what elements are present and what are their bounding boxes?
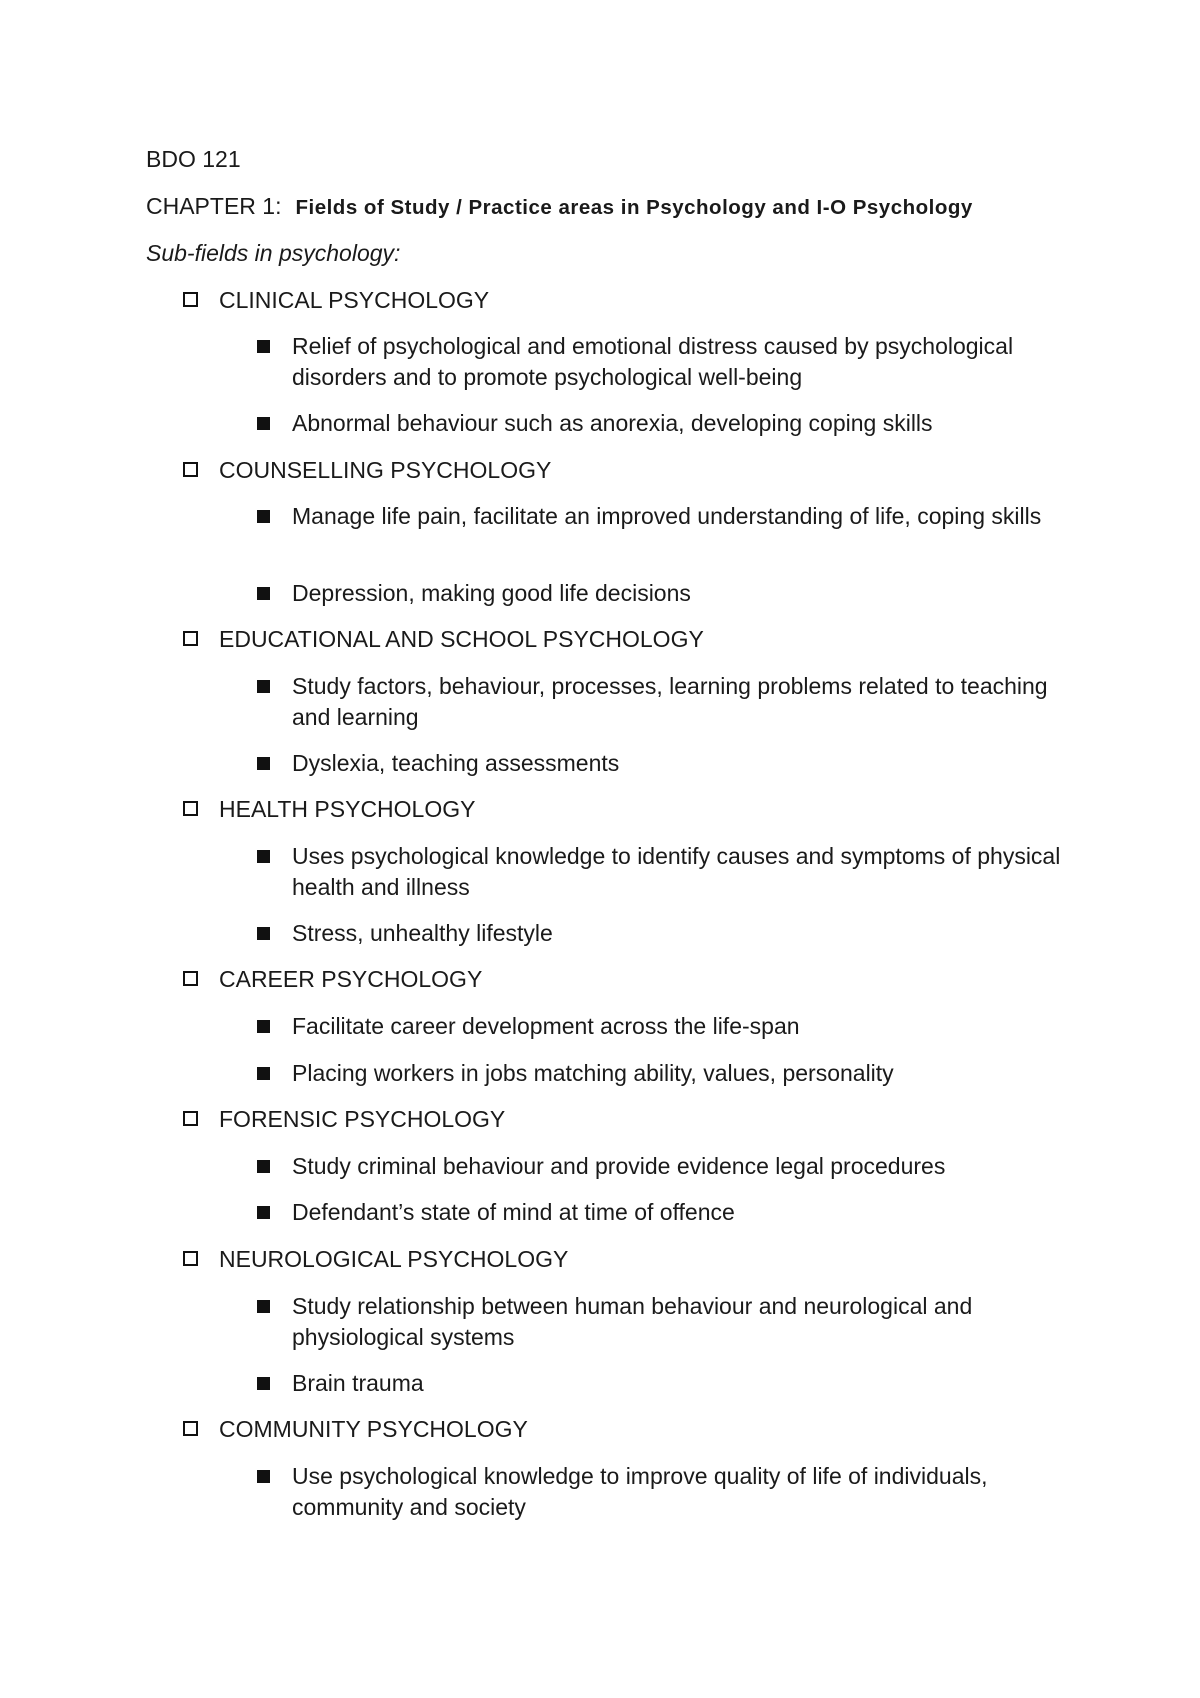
filled-square-bullet-icon <box>257 340 270 353</box>
field-label: HEALTH PSYCHOLOGY <box>219 796 476 822</box>
list-item-text: Stress, unhealthy lifestyle <box>292 920 553 946</box>
list-item-text: Manage life pain, facilitate an improved understanding of life, coping skills <box>292 503 1042 529</box>
list-item-text: Abnormal behaviour such as anorexia, developing coping skills <box>292 410 933 436</box>
filled-square-bullet-icon <box>257 1067 270 1080</box>
filled-square-bullet-icon <box>257 1160 270 1173</box>
filled-square-bullet-icon <box>257 417 270 430</box>
field-label: COUNSELLING PSYCHOLOGY <box>219 457 552 483</box>
field-label: FORENSIC PSYCHOLOGY <box>219 1106 506 1132</box>
list-item-text: Placing workers in jobs matching ability, values, personality <box>292 1060 894 1086</box>
list-item-text: Use psychological knowledge to improve quality of life of individuals, community and society <box>292 1463 988 1520</box>
field-label: CLINICAL PSYCHOLOGY <box>219 287 490 313</box>
filled-square-bullet-icon <box>257 680 270 693</box>
filled-square-bullet-icon <box>257 850 270 863</box>
filled-square-bullet-icon <box>257 1470 270 1483</box>
empty-checkbox-icon <box>183 631 198 646</box>
list-item-text: Dyslexia, teaching assessments <box>292 750 620 776</box>
empty-checkbox-icon <box>183 1251 198 1266</box>
list-item-text: Relief of psychological and emotional distress caused by psychological disorders and to promote psychological well-being <box>292 333 1014 390</box>
list-item-text: Study factors, behaviour, processes, learning problems related to teaching and learning <box>292 673 1048 730</box>
filled-square-bullet-icon <box>257 927 270 940</box>
course-code: BDO 121 <box>146 146 241 172</box>
empty-checkbox-icon <box>183 462 198 477</box>
list-item-text: Brain trauma <box>292 1370 424 1396</box>
list-item-text: Defendant’s state of mind at time of offence <box>292 1199 735 1225</box>
list-item-text: Study criminal behaviour and provide evidence legal procedures <box>292 1153 946 1179</box>
empty-checkbox-icon <box>183 801 198 816</box>
chapter-heading <box>146 191 973 223</box>
filled-square-bullet-icon <box>257 510 270 523</box>
filled-square-bullet-icon <box>257 1377 270 1390</box>
list-item-text: Uses psychological knowledge to identify causes and symptoms of physical health and illness <box>292 843 1061 900</box>
filled-square-bullet-icon <box>257 587 270 600</box>
empty-checkbox-icon <box>183 971 198 986</box>
chapter-title: Fields of Study / Practice areas in Psychology and I-O Psychology <box>295 196 973 219</box>
empty-checkbox-icon <box>183 292 198 307</box>
filled-square-bullet-icon <box>257 1020 270 1033</box>
list-item-text: Depression, making good life decisions <box>292 580 691 606</box>
list-item-text: Facilitate career development across the life-span <box>292 1013 800 1039</box>
subfields-heading: Sub-fields in psychology: <box>146 240 401 266</box>
filled-square-bullet-icon <box>257 1206 270 1219</box>
field-label: CAREER PSYCHOLOGY <box>219 966 483 992</box>
empty-checkbox-icon <box>183 1111 198 1126</box>
field-label: NEUROLOGICAL PSYCHOLOGY <box>219 1246 569 1272</box>
chapter-prefix: CHAPTER 1: <box>146 193 282 219</box>
empty-checkbox-icon <box>183 1421 198 1436</box>
list-item-text: Study relationship between human behaviour and neurological and physiological systems <box>292 1293 973 1350</box>
field-label: EDUCATIONAL AND SCHOOL PSYCHOLOGY <box>219 626 704 652</box>
filled-square-bullet-icon <box>257 757 270 770</box>
field-label: COMMUNITY PSYCHOLOGY <box>219 1416 528 1442</box>
filled-square-bullet-icon <box>257 1300 270 1313</box>
